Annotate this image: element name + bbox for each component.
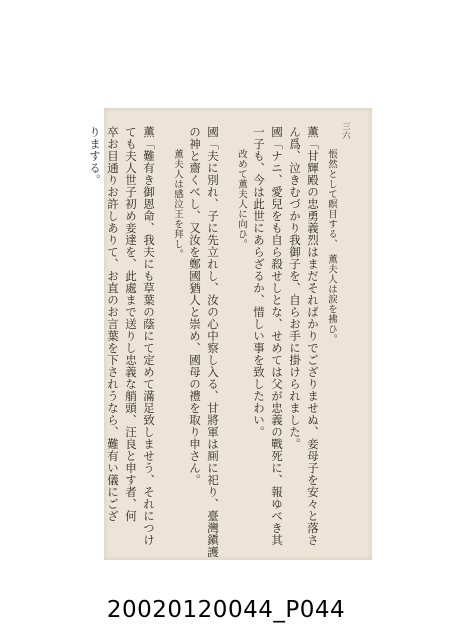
text-column: ん爲、泣きむづかり我御子を、自らお手に掛けられました。 xyxy=(288,126,302,450)
book-page xyxy=(88,108,372,560)
vertical-text-block xyxy=(86,126,340,558)
text-column: 卒お目通りお許しありて、お直のお言葉を下されうなら、難有い儀にござ xyxy=(106,126,120,522)
text-column: 悵然として瞑目する、 薫夫人は涙を拂ひ。 xyxy=(326,148,337,345)
image-caption: 20020120044_P044 xyxy=(106,597,346,623)
text-column: 薫夫人は感泣王を拜し。 xyxy=(172,148,183,259)
text-column: りまする。 xyxy=(88,126,102,186)
page-number: 三六 xyxy=(342,122,351,140)
text-column: 改めて薫夫人に向ひ。 xyxy=(236,148,247,249)
text-column: 薫「難有き御恩命、我夫にも草葉の蔭にて定めて滿足致しませう、それにつけ xyxy=(142,126,156,546)
text-column: 一子も、今は此世にあらざるか、惜しい事を致したわい。 xyxy=(252,126,266,438)
text-column: の神と齋くべし、又汝を鄭國猶人と崇め、國母の禮を取り申さん。 xyxy=(188,126,202,486)
text-column: ても夫人世子初め妾達を、此處まで送りし忠義な艄頭、汪良と申す者、何 xyxy=(124,126,138,522)
text-column: 國「夫に別れ、子に先立れし、汝の心中察し入る、甘將軍は厠に祀り、臺灣鎭護 xyxy=(206,126,220,558)
text-column: 薫「甘輝殿の忠勇義烈はまだそればかりでござりませぬ、妾母子を安々と落さ xyxy=(306,126,320,546)
text-column: 國「ナニ、愛兒をも自ら殺せしとな、せめては父が忠義の戰死に、報ゆべき其 xyxy=(270,126,284,546)
